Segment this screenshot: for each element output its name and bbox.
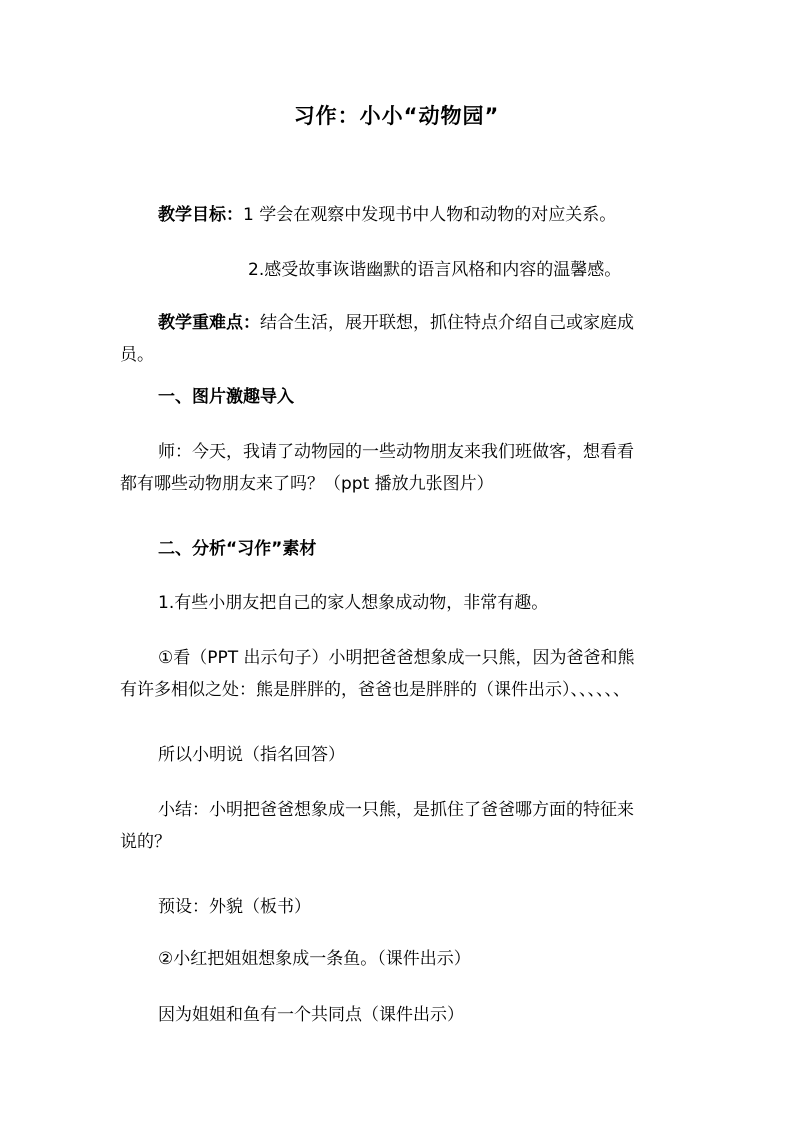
section2-paragraph-5: 预设：外貌（板书） [158, 897, 311, 917]
teaching-goals-label: 教学目标： [158, 205, 243, 225]
section2-paragraph-4 [120, 794, 680, 858]
section2-paragraph-7: 因为姐姐和鱼有一个共同点（课件出示） [158, 1005, 464, 1025]
section2-p2-line1: ①看（PPT 出示句子）小明把爸爸想象成一只熊，因为爸爸和熊 [158, 648, 635, 668]
section1-heading: 一、图片激趣导入 [158, 387, 294, 407]
section2-heading: 二、分析“习作”素材 [158, 539, 317, 559]
section2-p4-line2: 说的？ [120, 832, 171, 852]
section1-paragraph [120, 436, 680, 500]
document-title: 习作：小小“动物园” [293, 104, 500, 128]
section2-p4-line1: 小结：小明把爸爸想象成一只熊，是抓住了爸爸哪方面的特征来 [158, 800, 634, 820]
section2-paragraph-2 [120, 642, 680, 706]
teaching-goal-1: 1 学会在观察中发现书中人物和动物的对应关系。 [243, 205, 617, 225]
key-points-label: 教学重难点： [158, 313, 260, 333]
teaching-goals-line [120, 202, 718, 228]
section1-line1: 师：今天，我请了动物园的一些动物朋友来我们班做客，想看看 [158, 442, 634, 462]
key-points-paragraph [120, 307, 680, 371]
section2-paragraph-6: ②小红把姐姐想象成一条鱼。（课件出示） [158, 949, 471, 969]
key-points-text-line1: 结合生活，展开联想，抓住特点介绍自己或家庭成 [260, 313, 634, 333]
key-points-text-line2: 员。 [120, 345, 154, 365]
section2-paragraph-1: 1.有些小朋友把自己的家人想象成动物，非常有趣。 [158, 593, 549, 613]
teaching-goal-2: 2.感受故事诙谐幽默的语言风格和内容的温馨感。 [248, 260, 622, 280]
section2-p2-line2: 有许多相似之处：熊是胖胖的，爸爸也是胖胖的（课件出示）、、、、、、 [120, 680, 630, 700]
section1-line2: 都有哪些动物朋友来了吗？（ppt 播放九张图片） [120, 474, 494, 494]
section2-paragraph-3: 所以小明说（指名回答） [158, 745, 345, 765]
